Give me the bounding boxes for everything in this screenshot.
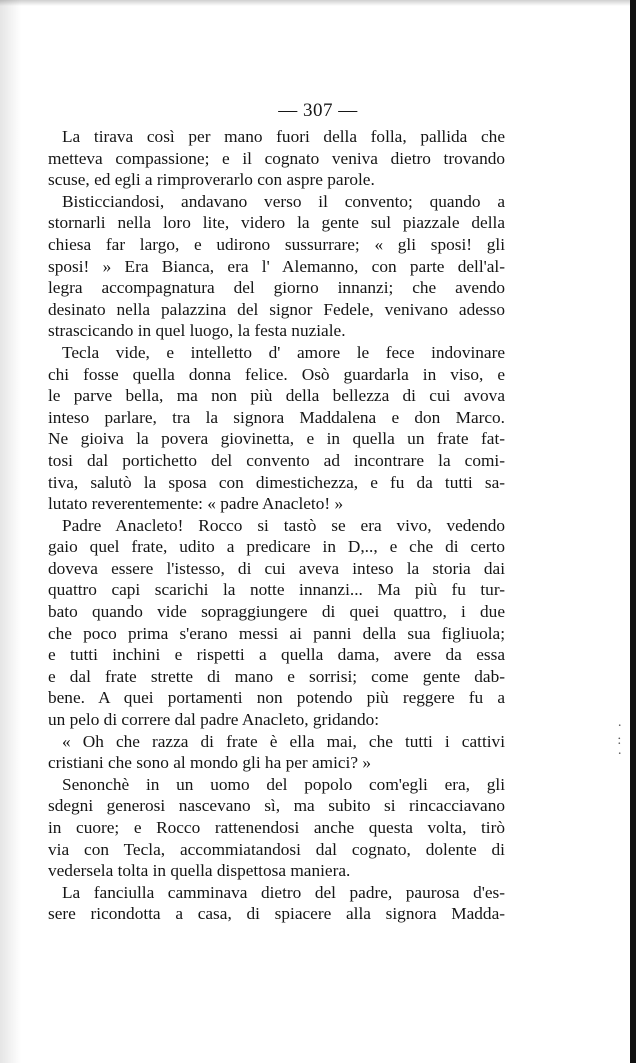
scan-top-edge	[0, 0, 636, 6]
scan-left-shadow	[0, 0, 30, 1063]
text-line: un pelo di correre dal padre Anacleto, gridando:	[48, 710, 380, 730]
text-line: le parve bella, ma non più della bellezza di cui avova	[48, 386, 505, 406]
text-line: stornarli nella loro lite, videro la gente sul piazzale della	[48, 213, 505, 233]
text-line: Senonchè in un uomo del popolo com'egli era, gli	[62, 774, 505, 794]
text-line: Bisticciandosi, andavano verso il convento; quando a	[62, 191, 505, 211]
text-line: Ne gioiva la povera giovinetta, e in quella un frate fat-	[48, 429, 505, 449]
text-line: sere ricondotta a casa, di spiacere alla signora Madda-	[48, 904, 505, 924]
text-line: vedersela tolta in quella dispettosa maniera.	[48, 861, 351, 881]
text-line: bato quando vide sopraggiungere di quei quattro, i due	[48, 602, 505, 622]
text-line: lutato reverentemente: « padre Anacleto! »	[48, 494, 344, 514]
text-line: in cuore; e Rocco rattenendosi anche questa volta, tirò	[48, 818, 505, 837]
text-line: cristiani che sono al mondo gli ha per amici? »	[48, 753, 371, 773]
text-line: sdegni generosi nascevano sì, ma subito si rincacciavano	[48, 796, 505, 816]
text-line: strascicando in quel luogo, la festa nuziale.	[48, 321, 346, 341]
text-line: gaio quel frate, udito a predicare in D,.., e che di certo	[48, 537, 505, 557]
scan-specks: · : ·	[617, 719, 622, 762]
text-line: inteso parlare, tra la signora Maddalena e don Marco.	[48, 407, 505, 427]
text-line: tosi dal portichetto del convento ad incontrare la comi-	[48, 450, 505, 470]
text-line: « Oh che razza di frate è ella mai, che tutti i cattivi	[62, 731, 505, 751]
text-line: bene. A quei portamenti non potendo più reggere fu a	[48, 688, 505, 708]
body-text	[48, 126, 505, 925]
text-line: chi fosse quella donna felice. Osò guardarla in viso, e	[48, 364, 505, 384]
text-line: via con Tecla, accommiatandosi dal cognato, dolente di	[48, 839, 505, 859]
text-line: sposi! » Era Bianca, era l' Alemanno, con parte dell'al-	[48, 256, 505, 276]
text-line: metteva compassione; e il cognato veniva dietro trovando	[48, 148, 505, 168]
text-line: e tutti inchini e rispetti a quella dama, avere da essa	[48, 645, 505, 665]
text-line: doveva essere l'istesso, di cui aveva inteso la storia dai	[48, 558, 505, 578]
text-line: tiva, salutò la sposa con dimestichezza, e fu da tutti sa-	[48, 472, 505, 492]
text-line: Tecla vide, e intelletto d' amore le fece indovinare	[62, 342, 505, 362]
text-line: che poco prima s'erano messi ai panni della sua figliuola;	[48, 623, 505, 643]
text-line: quattro capi scarichi la notte innanzi... Ma più fu tur-	[48, 580, 505, 600]
text-line: e dal frate strette di mano e sorrisi; come gente dab-	[48, 666, 505, 686]
text-line: scuse, ed egli a rimproverarlo con aspre parole.	[48, 170, 375, 190]
page-number: — 307 —	[278, 100, 358, 121]
text-line: legra accompagnatura del giorno innanzi; che avendo	[48, 278, 505, 298]
scan-right-edge	[630, 0, 636, 1063]
text-line: La fanciulla camminava dietro del padre, paurosa d'es-	[62, 882, 505, 902]
text-line: La tirava così per mano fuori della folla, pallida che	[62, 127, 505, 146]
text-line: chiesa far largo, e udirono sussurrare; « gli sposi! gli	[48, 234, 505, 254]
text-line: desinato nella palazzina del signor Fedele, venivano adesso	[48, 299, 505, 319]
text-line: Padre Anacleto! Rocco si tastò se era vivo, vedendo	[62, 515, 505, 535]
